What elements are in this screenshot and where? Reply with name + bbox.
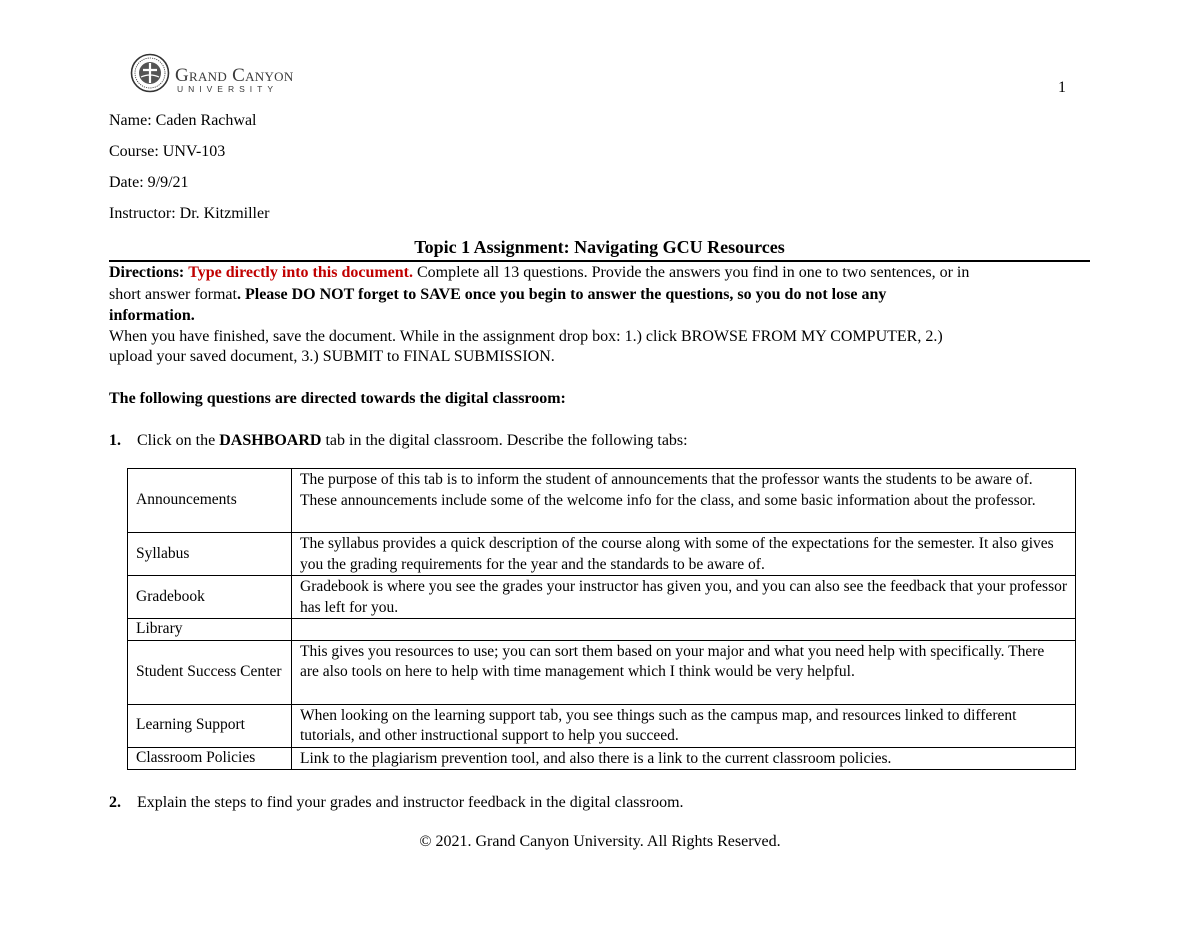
tab-label-cell: Student Success Center	[128, 640, 292, 704]
tab-description-cell[interactable]: Link to the plagiarism prevention tool, and also there is a link to the current classroom policies.	[292, 747, 1076, 770]
university-seal-icon	[130, 53, 170, 93]
tab-label-cell: Classroom Policies	[128, 747, 292, 770]
page-number: 1	[1058, 79, 1066, 96]
title-divider	[109, 260, 1090, 262]
directions-text-1: Complete all 13 questions. Provide the answers you find in one to two sentences, or in	[413, 264, 970, 281]
section-heading: The following questions are directed towards the digital classroom:	[109, 390, 566, 407]
tab-description-cell[interactable]: The syllabus provides a quick description of the course along with some of the expectations for the semester. It also gives you the grading requirements for the year and the standards to be aware of.	[292, 533, 1076, 576]
directions-line-3: information.	[109, 307, 195, 324]
question-1-text	[137, 432, 688, 450]
tab-label-cell: Syllabus	[128, 533, 292, 576]
table-row	[128, 747, 1076, 770]
table-row	[128, 619, 1076, 641]
table-row	[128, 533, 1076, 576]
instructor-line: Instructor: Dr. Kitzmiller	[109, 205, 270, 222]
question-2-text: Explain the steps to find your grades and instructor feedback in the digital classroom.	[137, 794, 684, 811]
directions-text-2a: short answer format	[109, 286, 237, 303]
table-row	[128, 469, 1076, 533]
tab-description-cell[interactable]: Gradebook is where you see the grades your instructor has given you, and you can also see the feedback that your professor has left for you.	[292, 576, 1076, 619]
directions-label: Directions:	[109, 264, 185, 281]
directions-text-2b: . Please DO NOT forget to SAVE once you begin to answer the questions, so you do not lose any	[236, 286, 887, 303]
tab-label-cell: Library	[128, 619, 292, 641]
tab-label-cell: Announcements	[128, 469, 292, 533]
logo-name: Grand Canyon	[175, 65, 294, 86]
directions-line-5: upload your saved document, 3.) SUBMIT to FINAL SUBMISSION.	[109, 348, 555, 365]
directions-line-4: When you have finished, save the document. While in the assignment drop box: 1.) click BROWSE FROM MY COMPUTER, 2.)	[109, 328, 943, 345]
directions-line-1	[109, 264, 969, 282]
directions-line-2	[109, 286, 886, 304]
tab-description-cell[interactable]: When looking on the learning support tab, you see things such as the campus map, and resources linked to different tutorials, and other instructional support to help you succeed.	[292, 704, 1076, 747]
tab-description-cell[interactable]: The purpose of this tab is to inform the student of announcements that the professor wants the students to be aware of. These announcements include some of the welcome info for the class, and some basic information about the professor.	[292, 469, 1076, 533]
question-1-number: 1.	[109, 432, 121, 449]
copyright-footer: © 2021. Grand Canyon University. All Rights Reserved.	[419, 833, 781, 850]
tab-label-cell: Learning Support	[128, 704, 292, 747]
question-1-pre: Click on the	[137, 432, 220, 449]
question-2-number: 2.	[109, 794, 121, 811]
course-line: Course: UNV-103	[109, 143, 226, 160]
table-row	[128, 576, 1076, 619]
dashboard-tabs-table	[127, 468, 1076, 770]
assignment-title: Topic 1 Assignment: Navigating GCU Resources	[414, 237, 785, 257]
date-line: Date: 9/9/21	[109, 174, 189, 191]
question-1-post: tab in the digital classroom. Describe the following tabs:	[321, 432, 688, 449]
tab-description-cell[interactable]	[292, 619, 1076, 641]
directions-highlight: Type directly into this document.	[188, 264, 413, 281]
student-name: Name: Caden Rachwal	[109, 112, 257, 129]
tab-description-cell[interactable]: This gives you resources to use; you can sort them based on your major and what you need help with specifically. There are also tools on here to help with time management which I think would be very helpful.	[292, 640, 1076, 704]
table-row	[128, 704, 1076, 747]
question-1-bold: DASHBOARD	[219, 432, 322, 449]
gcu-logo	[130, 53, 320, 97]
tab-label-cell: Gradebook	[128, 576, 292, 619]
table-row	[128, 640, 1076, 704]
logo-subtitle: UNIVERSITY	[177, 84, 279, 94]
